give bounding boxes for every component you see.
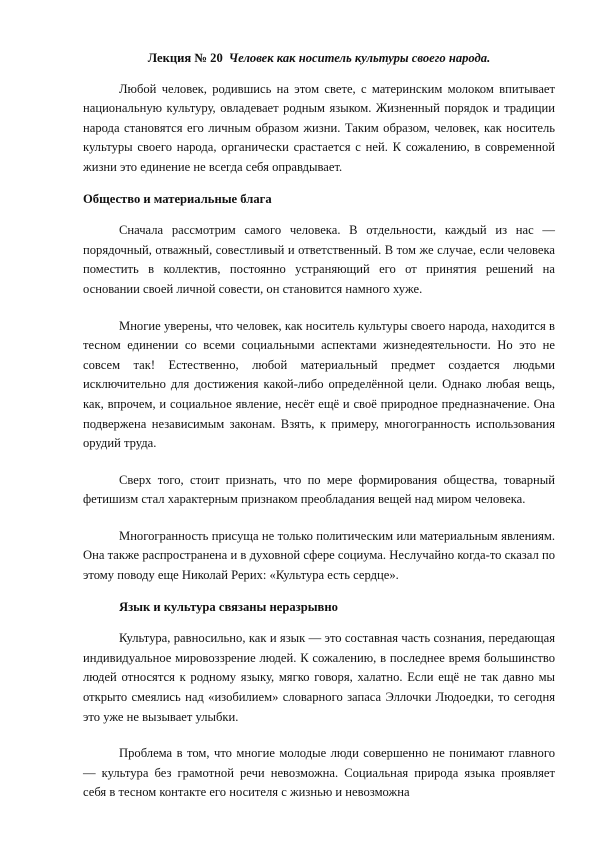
lecture-number: Лекция № 20 (147, 51, 223, 65)
lecture-topic: Человек как носитель культуры своего народа. (228, 51, 491, 65)
paragraph-5: Многогранность присуща не только политическим или материальным явлениям. Она также распространена и в духовной сфере социума. Неслучайно когда-то сказал по этому поводу еще Николай Рерих: «Культура есть сердце». (83, 528, 555, 583)
paragraph-7: Проблема в том, что многие молодые люди совершенно не понимают главного — культура без грамотной речи невозможна. Социальная природа языка проявляет себя в тесном контакте его носителя с жизнью и невозможна (83, 746, 555, 800)
paragraph-4: Сверх того, стоит признать, что по мере формирования общества, товарный фетишизм стал характерным признаком преобладания вещей над миром человека. (83, 472, 555, 507)
paragraph-1: Любой человек, родившись на этом свете, с материнским молоком впитывает национальную культуру, овладевает родным языком. Жизненный порядок и традиции народа становятся его личным образом жизни. Таким образом, человек, как носитель культуры своего народа, органически срастается с ней. К сожалению, в современной жизни это единение не всегда себя оправдывает. (83, 81, 555, 174)
lecture-title (83, 49, 555, 69)
section-heading-language: Язык и культура связаны неразрывно (119, 599, 338, 614)
paragraph-6: Культура, равносильно, как и язык — это составная часть сознания, передающая индивидуальное мировоззрение людей. К сожалению, в последнее время большинство людей относятся к родному языку, мягко говоря, халатно. Если ещё не так давно мы открыто смеялись над «изобилием» словарного запаса Эллочки Людоедки, то сегодня это уже не вызывает улыбки. (83, 631, 555, 724)
document-content (83, 49, 555, 803)
section-heading-society: Общество и материальные блага (83, 191, 272, 206)
paragraph-3: Многие уверены, что человек, как носитель культуры своего народа, находится в тесном единении со всеми социальными аспектами жизнедеятельности. Но это не совсем так! Естественно, любой материальный предмет создается людьми исключительно для достижения какой-либо определённой цели. Однако любая вещь, как, впрочем, и социальное явление, несёт ещё и своё природное предназначение. Она подвержена независимым законам. Взять, к примеру, многогранность использования орудий труда. (83, 318, 555, 451)
paragraph-2: Сначала рассмотрим самого человека. В отдельности, каждый из нас — порядочный, отважный, совестливый и ответственный. В том же случае, если человека поместить в коллектив, постоянно устраняющий его от принятия решений на основании своей личной совести, он становится намного хуже. (83, 223, 555, 296)
